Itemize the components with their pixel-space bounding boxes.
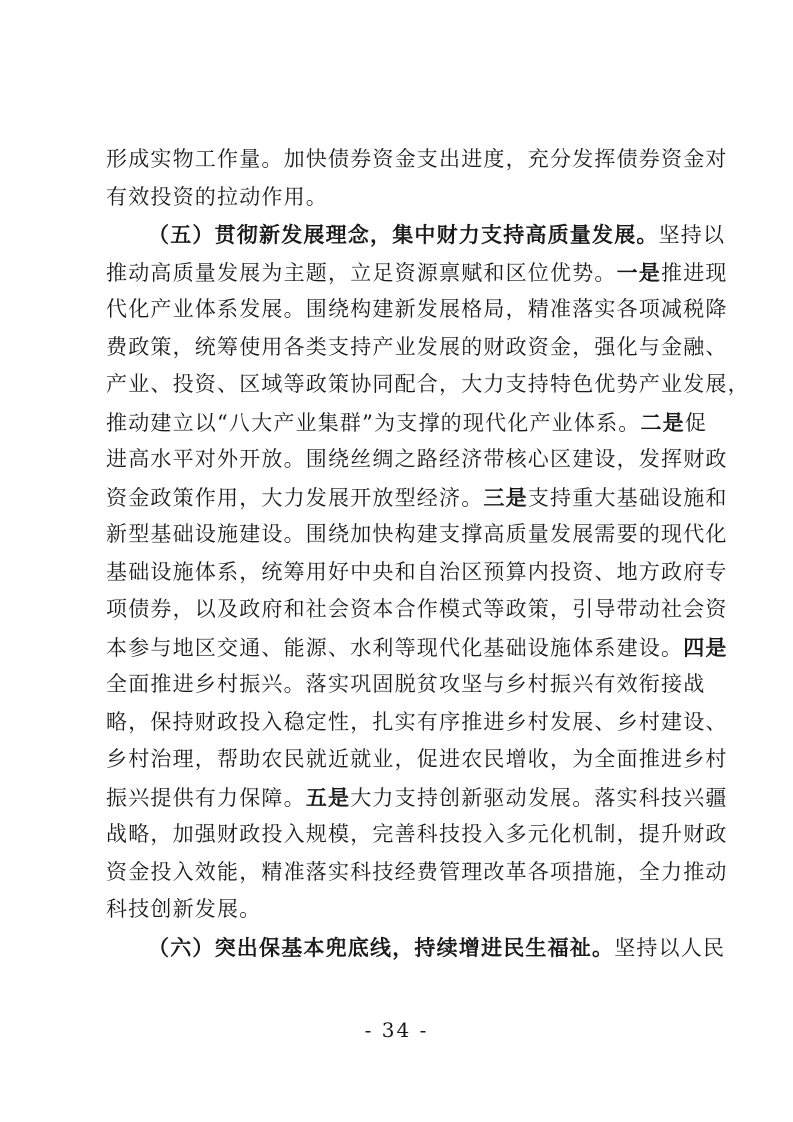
- text-line: [106, 329, 728, 367]
- text-segment: 全面推进乡村振兴。落实巩固脱贫攻坚与乡村振兴有效衔接战: [106, 672, 706, 696]
- body-text: [106, 141, 750, 966]
- text-segment: 科技创新发展。: [106, 897, 262, 921]
- text-line: [106, 854, 728, 892]
- text-line: [106, 554, 728, 592]
- text-line: [106, 366, 750, 404]
- text-line: [106, 479, 728, 517]
- bold-text-segment: 四是: [683, 634, 728, 660]
- text-segment: 资金政策作用，大力发展开放型经济。: [106, 485, 484, 510]
- text-segment: 坚持以人民: [614, 935, 726, 960]
- text-segment: 乡村治理，帮助农民就近就业，促进农民增收，为全面推进乡村: [106, 747, 728, 771]
- bold-text-segment: （五）贯彻新发展理念，集中财力支持高质量发展。: [148, 222, 659, 247]
- text-line: [106, 816, 728, 854]
- text-line: [106, 516, 728, 554]
- text-segment: 振兴提供有力保障。: [106, 785, 306, 810]
- text-line: [106, 929, 726, 967]
- text-line: [106, 741, 728, 779]
- text-segment: 新型基础设施建设。围绕加快构建支撑高质量发展需要的现代化: [106, 522, 728, 546]
- bold-text-segment: （六）突出保基本兜底线，持续增进民生福祉。: [148, 934, 615, 960]
- text-segment: 资金投入效能，精准落实科技经费管理改革各项措施，全力推动: [106, 859, 728, 884]
- bold-text-segment: 二是: [640, 409, 685, 435]
- text-line: [106, 179, 692, 217]
- bold-text-segment: 三是: [483, 484, 528, 510]
- bold-text-segment: 一是: [616, 259, 662, 285]
- text-segment: 代化产业体系发展。围绕构建新发展格局，精准落实各项减税降: [106, 297, 728, 321]
- page-number: - 34 -: [364, 1018, 429, 1042]
- text-segment: 基础设施体系，统筹用好中央和自治区预算内投资、地方政府专: [106, 559, 728, 584]
- text-segment: 有效投资的拉动作用。: [106, 184, 328, 209]
- bold-text-segment: 五是: [305, 784, 351, 810]
- text-segment: 推动高质量发展为主题，立足资源禀赋和区位优势。: [106, 260, 617, 285]
- text-segment: 略，保持财政投入稳定性，扎实有序推进乡村发展、乡村建设、: [106, 709, 728, 734]
- text-segment: 支持重大基础设施和: [527, 485, 728, 510]
- text-line: [106, 404, 708, 442]
- text-segment: 推动建立以“八大产业集群”为支撑的现代化产业体系。: [106, 410, 641, 435]
- text-segment: 战略，加强财政投入规模，完善科技投入多元化机制，提升财政: [106, 822, 728, 846]
- text-line: [106, 141, 728, 179]
- text-segment: 本参与地区交通、能源、水利等现代化基础设施体系建设。: [106, 635, 684, 660]
- text-line: [106, 254, 728, 292]
- text-segment: 大力支持创新驱动发展。落实科技兴疆: [350, 785, 728, 810]
- text-line: [106, 629, 728, 667]
- text-segment: 产业、投资、区域等政策协同配合，大力支持特色优势产业发展，: [106, 372, 750, 396]
- text-segment: 费政策，统筹使用各类支持产业发展的财政资金，强化与金融、: [106, 334, 728, 359]
- text-line: [106, 291, 728, 329]
- text-line: [106, 591, 728, 629]
- text-line: [106, 704, 728, 742]
- text-line: [106, 779, 728, 817]
- text-segment: 坚持以: [658, 223, 726, 247]
- text-segment: 进高水平对外开放。围绕丝绸之路经济带核心区建设，发挥财政: [106, 447, 728, 471]
- text-line: [106, 666, 706, 704]
- text-line: [106, 441, 728, 479]
- text-line: [106, 216, 726, 254]
- text-segment: 项债券，以及政府和社会资本合作模式等政策，引导带动社会资: [106, 597, 728, 621]
- text-segment: 形成实物工作量。加快债券资金支出进度，充分发挥债券资金对: [106, 147, 728, 171]
- text-segment: 推进现: [661, 260, 728, 285]
- text-line: [106, 891, 692, 929]
- text-segment: 促: [684, 410, 708, 435]
